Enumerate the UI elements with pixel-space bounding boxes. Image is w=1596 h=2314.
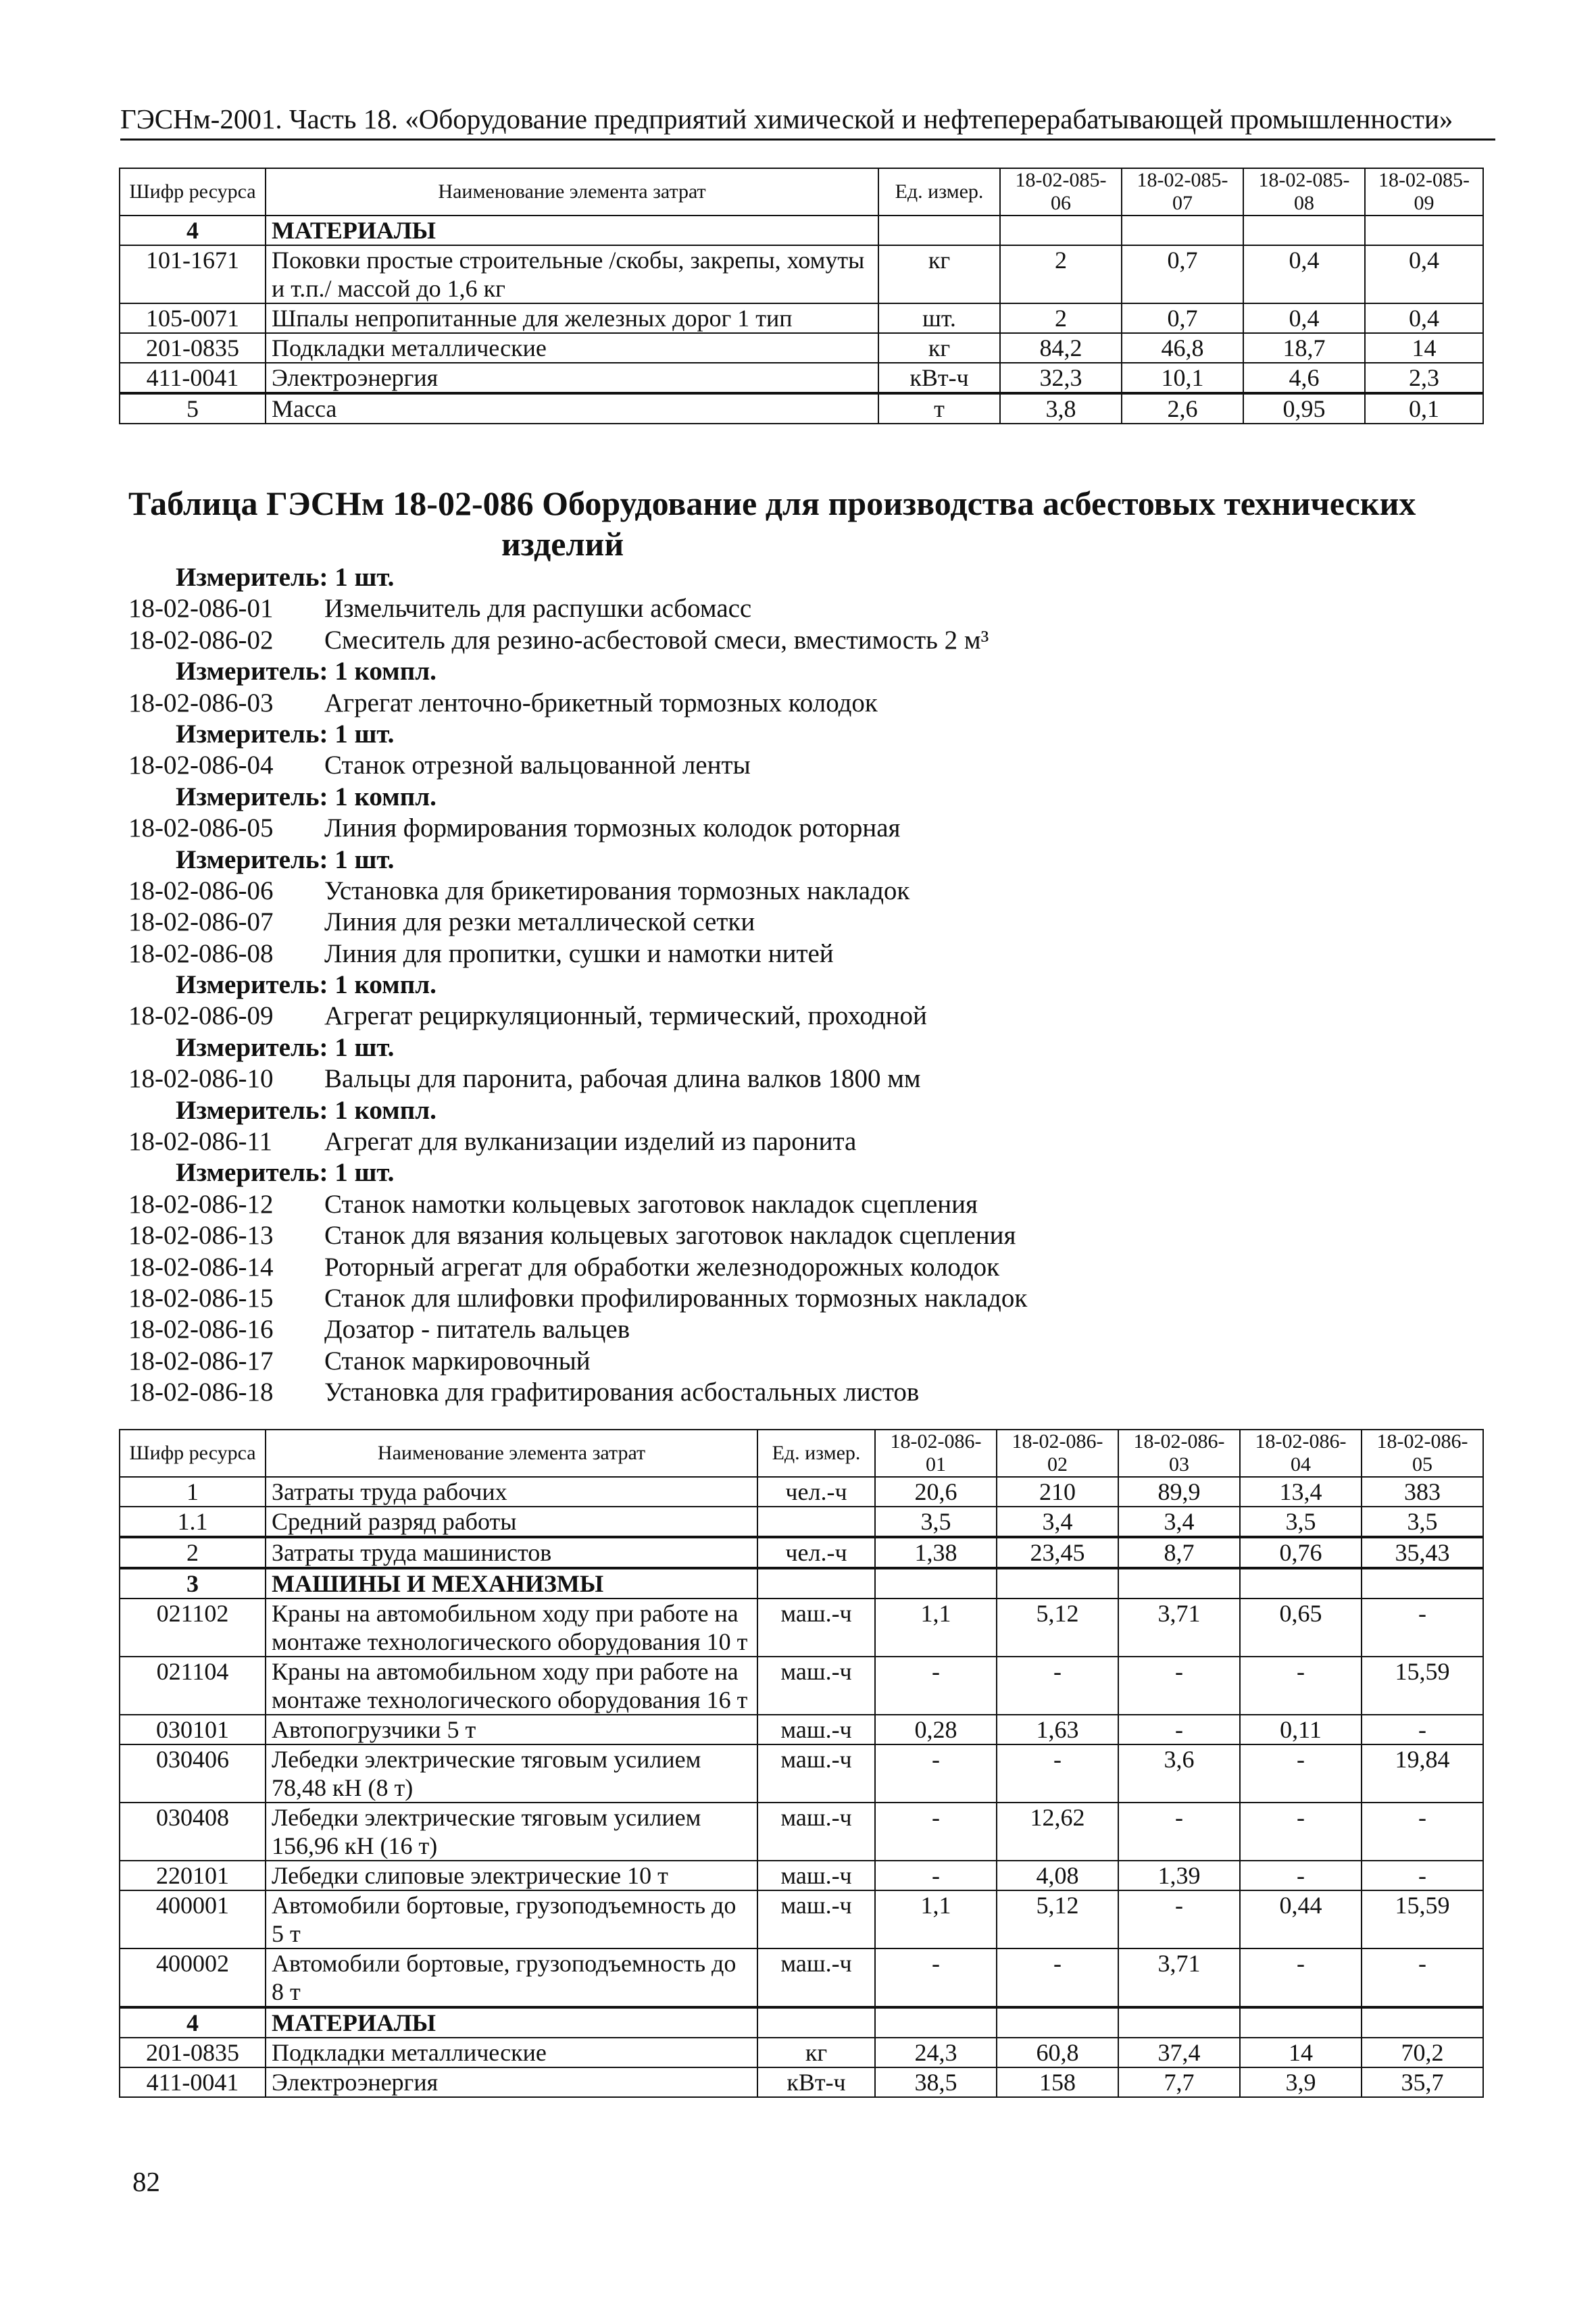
value-cell: 0,28 xyxy=(875,1715,997,1744)
value-cell: 7,7 xyxy=(1118,2067,1240,2097)
value-cell xyxy=(1122,216,1243,245)
value-cell: 4,6 xyxy=(1243,363,1365,393)
value-cell xyxy=(1362,1568,1483,1599)
unit-cell: кВт-ч xyxy=(757,2067,875,2097)
value-cell: 2,3 xyxy=(1365,363,1483,393)
unit-cell: маш.-ч xyxy=(757,1803,875,1861)
resource-code-cell: 3 xyxy=(120,1568,266,1599)
column-header: 18-02-086-04 xyxy=(1240,1430,1362,1477)
value-cell xyxy=(1240,2007,1362,2038)
value-cell: 3,9 xyxy=(1240,2067,1362,2097)
spec-code: 18-02-086-15 xyxy=(128,1283,274,1313)
value-cell: 3,5 xyxy=(875,1507,997,1537)
cost-element-name-cell: Подкладки металлические xyxy=(266,333,878,363)
spec-description: Станок маркировочный xyxy=(324,1346,591,1376)
table-row xyxy=(120,1599,1483,1657)
value-cell xyxy=(875,2007,997,2038)
value-cell: 8,7 xyxy=(1118,1537,1240,1568)
spec-description: Агрегат рециркуляционный, термический, проходной xyxy=(324,1001,927,1031)
table-row xyxy=(120,2038,1483,2067)
measure-unit-line: Измеритель: 1 компл. xyxy=(176,1095,437,1125)
table-row xyxy=(120,1861,1483,1890)
resource-code-cell: 1.1 xyxy=(120,1507,266,1537)
cost-element-name-cell: Лебедки электрические тяговым усилием 156,96 кН (16 т) xyxy=(266,1803,757,1861)
value-cell: 2 xyxy=(1000,303,1122,333)
cost-element-name-cell: Масса xyxy=(266,393,878,424)
value-cell: 2,6 xyxy=(1122,393,1243,424)
spec-description: Установка для брикетирования тормозных накладок xyxy=(324,876,910,905)
column-header: 18-02-086-03 xyxy=(1118,1430,1240,1477)
spec-item xyxy=(128,1220,1480,1251)
cost-element-name-cell: Автопогрузчики 5 т xyxy=(266,1715,757,1744)
value-cell xyxy=(1118,2007,1240,2038)
running-header: ГЭСНм-2001. Часть 18. «Оборудование предприятий химической и нефтеперерабатывающей промышленности» xyxy=(120,101,1495,141)
value-cell: 23,45 xyxy=(997,1537,1118,1568)
value-cell xyxy=(1240,1568,1362,1599)
value-cell: 18,7 xyxy=(1243,333,1365,363)
table-row xyxy=(120,216,1483,245)
value-cell xyxy=(997,2007,1118,2038)
value-cell xyxy=(1118,1568,1240,1599)
value-cell: 3,4 xyxy=(997,1507,1118,1537)
resource-code-cell: 400001 xyxy=(120,1890,266,1948)
measure-unit-line: Измеритель: 1 шт. xyxy=(176,1032,395,1062)
column-header: Шифр ресурса xyxy=(120,1430,266,1477)
value-cell xyxy=(1243,216,1365,245)
spec-code: 18-02-086-02 xyxy=(128,625,274,655)
value-cell xyxy=(875,1568,997,1599)
spec-item xyxy=(128,813,1480,844)
spec-item xyxy=(128,1377,1480,1408)
value-cell: 84,2 xyxy=(1000,333,1122,363)
spec-code: 18-02-086-07 xyxy=(128,907,274,937)
table-row xyxy=(120,303,1483,333)
unit-cell: чел.-ч xyxy=(757,1537,875,1568)
value-cell: 3,5 xyxy=(1362,1507,1483,1537)
value-cell: 3,5 xyxy=(1240,1507,1362,1537)
spec-description: Агрегат для вулканизации изделий из паронита xyxy=(324,1127,857,1157)
resource-table-086 xyxy=(119,1429,1484,2098)
value-cell: 13,4 xyxy=(1240,1477,1362,1507)
cost-element-name-cell: МАТЕРИАЛЫ xyxy=(266,2007,757,2038)
measure-unit-line: Измеритель: 1 шт. xyxy=(176,845,395,874)
spec-code: 18-02-086-06 xyxy=(128,876,274,905)
table-row xyxy=(120,1507,1483,1537)
measure-unit-line: Измеритель: 1 шт. xyxy=(176,1158,395,1188)
value-cell: - xyxy=(1118,1715,1240,1744)
value-cell xyxy=(1000,216,1122,245)
cost-element-name-cell: Подкладки металлические xyxy=(266,2038,757,2067)
specifications-list xyxy=(128,562,1480,1409)
value-cell: 0,4 xyxy=(1243,303,1365,333)
value-cell: 46,8 xyxy=(1122,333,1243,363)
table-row xyxy=(120,1568,1483,1599)
cost-element-name-cell: Шпалы непропитанные для железных дорог 1 тип xyxy=(266,303,878,333)
value-cell: - xyxy=(875,1948,997,2007)
spec-item xyxy=(128,1126,1480,1157)
value-cell: 3,71 xyxy=(1118,1599,1240,1657)
value-cell: - xyxy=(875,1803,997,1861)
value-cell: 158 xyxy=(997,2067,1118,2097)
value-cell: 0,4 xyxy=(1365,303,1483,333)
value-cell: 0,95 xyxy=(1243,393,1365,424)
value-cell: 3,8 xyxy=(1000,393,1122,424)
value-cell: 35,43 xyxy=(1362,1537,1483,1568)
unit-cell: маш.-ч xyxy=(757,1948,875,2007)
measure-unit-line: Измеритель: 1 компл. xyxy=(176,970,437,1000)
column-header: Наименование элемента затрат xyxy=(266,1430,757,1477)
spec-item xyxy=(128,1314,1480,1345)
spec-item xyxy=(128,1283,1480,1314)
value-cell xyxy=(1362,2007,1483,2038)
table-header-row xyxy=(120,1430,1483,1477)
value-cell: 38,5 xyxy=(875,2067,997,2097)
value-cell xyxy=(1365,216,1483,245)
spec-description: Линия для пропитки, сушки и намотки нитей xyxy=(324,938,834,968)
resource-code-cell: 411-0041 xyxy=(120,363,266,393)
value-cell: - xyxy=(1240,1861,1362,1890)
value-cell: 14 xyxy=(1365,333,1483,363)
value-cell: 14 xyxy=(1240,2038,1362,2067)
value-cell: - xyxy=(1240,1803,1362,1861)
table-title xyxy=(128,483,1480,564)
column-header: Ед. измер. xyxy=(757,1430,875,1477)
spec-code: 18-02-086-13 xyxy=(128,1221,274,1251)
value-cell: - xyxy=(1118,1657,1240,1715)
column-header: 18-02-086-02 xyxy=(997,1430,1118,1477)
spec-description: Станок для шлифовки профилированных тормозных накладок xyxy=(324,1283,1028,1313)
spec-code: 18-02-086-01 xyxy=(128,594,274,624)
unit-cell: маш.-ч xyxy=(757,1744,875,1803)
spec-item xyxy=(128,1346,1480,1377)
spec-description: Роторный агрегат для обработки железнодорожных колодок xyxy=(324,1252,1000,1282)
spec-code: 18-02-086-03 xyxy=(128,688,274,718)
spec-description: Установка для графитирования асбостальных листов xyxy=(324,1378,920,1407)
spec-code: 18-02-086-10 xyxy=(128,1064,274,1094)
spec-item xyxy=(128,876,1480,907)
table-row xyxy=(120,393,1483,424)
value-cell: - xyxy=(1240,1948,1362,2007)
table-row xyxy=(120,1803,1483,1861)
column-header: 18-02-085-09 xyxy=(1365,168,1483,216)
cost-element-name-cell: Лебедки слиповые электрические 10 т xyxy=(266,1861,757,1890)
spec-item xyxy=(128,1252,1480,1283)
column-header: Шифр ресурса xyxy=(120,168,266,216)
value-cell: 1,1 xyxy=(875,1599,997,1657)
resource-code-cell: 201-0835 xyxy=(120,2038,266,2067)
table-row xyxy=(120,1477,1483,1507)
unit-cell: кг xyxy=(878,245,1000,303)
column-header: 18-02-086-01 xyxy=(875,1430,997,1477)
value-cell: - xyxy=(875,1744,997,1803)
spec-code: 18-02-086-09 xyxy=(128,1001,274,1031)
spec-description: Станок для вязания кольцевых заготовок накладок сцепления xyxy=(324,1221,1016,1251)
resource-code-cell: 030101 xyxy=(120,1715,266,1744)
value-cell: 70,2 xyxy=(1362,2038,1483,2067)
value-cell: 0,76 xyxy=(1240,1537,1362,1568)
value-cell: - xyxy=(875,1861,997,1890)
value-cell: - xyxy=(1362,1599,1483,1657)
unit-cell xyxy=(757,1568,875,1599)
value-cell: 12,62 xyxy=(997,1803,1118,1861)
column-header: 18-02-085-07 xyxy=(1122,168,1243,216)
value-cell: 1,39 xyxy=(1118,1861,1240,1890)
spec-item xyxy=(128,1063,1480,1095)
page-number: 82 xyxy=(132,2166,160,2197)
value-cell: 1,38 xyxy=(875,1537,997,1568)
unit-cell: маш.-ч xyxy=(757,1599,875,1657)
resource-code-cell: 030408 xyxy=(120,1803,266,1861)
resource-code-cell: 2 xyxy=(120,1537,266,1568)
spec-description: Смеситель для резино-асбестовой смеси, вместимость 2 м³ xyxy=(324,625,989,655)
resource-table-085 xyxy=(119,168,1484,424)
unit-cell: маш.-ч xyxy=(757,1657,875,1715)
spec-code: 18-02-086-11 xyxy=(128,1127,273,1157)
value-cell: - xyxy=(997,1948,1118,2007)
cost-element-name-cell: Электроэнергия xyxy=(266,2067,757,2097)
value-cell: 15,59 xyxy=(1362,1657,1483,1715)
spec-description: Агрегат ленточно-брикетный тормозных колодок xyxy=(324,688,878,718)
spec-item xyxy=(128,688,1480,719)
value-cell: 0,11 xyxy=(1240,1715,1362,1744)
value-cell: 37,4 xyxy=(1118,2038,1240,2067)
resource-code-cell: 4 xyxy=(120,2007,266,2038)
value-cell: - xyxy=(1240,1657,1362,1715)
spec-code: 18-02-086-05 xyxy=(128,813,274,843)
spec-description: Вальцы для паронита, рабочая длина валков 1800 мм xyxy=(324,1064,921,1094)
value-cell: 383 xyxy=(1362,1477,1483,1507)
spec-description: Измельчитель для распушки асбомасс xyxy=(324,594,752,624)
value-cell: - xyxy=(1362,1803,1483,1861)
resource-code-cell: 101-1671 xyxy=(120,245,266,303)
value-cell: - xyxy=(1362,1948,1483,2007)
cost-element-name-cell: МАШИНЫ И МЕХАНИЗМЫ xyxy=(266,1568,757,1599)
resource-code-cell: 1 xyxy=(120,1477,266,1507)
value-cell: 35,7 xyxy=(1362,2067,1483,2097)
value-cell: - xyxy=(875,1657,997,1715)
measure-unit-line: Измеритель: 1 шт. xyxy=(176,563,395,592)
value-cell: 0,4 xyxy=(1243,245,1365,303)
column-header: Наименование элемента затрат xyxy=(266,168,878,216)
value-cell: 0,7 xyxy=(1122,245,1243,303)
spec-item xyxy=(128,593,1480,624)
value-cell xyxy=(997,1568,1118,1599)
value-cell: 2 xyxy=(1000,245,1122,303)
resource-code-cell: 411-0041 xyxy=(120,2067,266,2097)
unit-cell: шт. xyxy=(878,303,1000,333)
table-row xyxy=(120,1657,1483,1715)
value-cell: 4,08 xyxy=(997,1861,1118,1890)
resource-code-cell: 021104 xyxy=(120,1657,266,1715)
resource-code-cell: 201-0835 xyxy=(120,333,266,363)
unit-cell: кг xyxy=(878,333,1000,363)
cost-element-name-cell: Лебедки электрические тяговым усилием 78,48 кН (8 т) xyxy=(266,1744,757,1803)
spec-item xyxy=(128,625,1480,656)
value-cell: - xyxy=(997,1744,1118,1803)
resource-code-cell: 400002 xyxy=(120,1948,266,2007)
spec-item xyxy=(128,1189,1480,1220)
table-header-row xyxy=(120,168,1483,216)
cost-element-name-cell: Поковки простые строительные /скобы, закрепы, хомуты и т.п./ массой до 1,6 кг xyxy=(266,245,878,303)
unit-cell xyxy=(878,216,1000,245)
unit-cell: кВт-ч xyxy=(878,363,1000,393)
value-cell: 5,12 xyxy=(997,1599,1118,1657)
table-row xyxy=(120,333,1483,363)
value-cell: - xyxy=(1118,1803,1240,1861)
spec-description: Линия для резки металлической сетки xyxy=(324,907,755,937)
measure-unit-line: Измеритель: 1 компл. xyxy=(176,782,437,811)
spec-item xyxy=(128,907,1480,938)
value-cell: 19,84 xyxy=(1362,1744,1483,1803)
table-row xyxy=(120,1948,1483,2007)
cost-element-name-cell: Электроэнергия xyxy=(266,363,878,393)
resource-code-cell: 220101 xyxy=(120,1861,266,1890)
cost-element-name-cell: Затраты труда рабочих xyxy=(266,1477,757,1507)
spec-item xyxy=(128,1001,1480,1032)
value-cell: 10,1 xyxy=(1122,363,1243,393)
value-cell: 15,59 xyxy=(1362,1890,1483,1948)
resource-code-cell: 105-0071 xyxy=(120,303,266,333)
value-cell: 1,63 xyxy=(997,1715,1118,1744)
resource-code-cell: 5 xyxy=(120,393,266,424)
spec-description: Дозатор - питатель вальцев xyxy=(324,1315,630,1344)
table-row xyxy=(120,1715,1483,1744)
cost-element-name-cell: Средний разряд работы xyxy=(266,1507,757,1537)
value-cell: 0,44 xyxy=(1240,1890,1362,1948)
spec-description: Станок намотки кольцевых заготовок накладок сцепления xyxy=(324,1189,978,1219)
measure-unit-line: Измеритель: 1 шт. xyxy=(176,719,395,749)
value-cell: 5,12 xyxy=(997,1890,1118,1948)
unit-cell: маш.-ч xyxy=(757,1861,875,1890)
cost-element-name-cell: Автомобили бортовые, грузоподъемность до 5 т xyxy=(266,1890,757,1948)
value-cell: 3,6 xyxy=(1118,1744,1240,1803)
unit-cell: маш.-ч xyxy=(757,1890,875,1948)
table-title-line-2: изделий xyxy=(501,525,624,563)
spec-item xyxy=(128,938,1480,970)
spec-code: 18-02-086-18 xyxy=(128,1378,274,1407)
value-cell: 0,7 xyxy=(1122,303,1243,333)
unit-cell: маш.-ч xyxy=(757,1715,875,1744)
spec-item xyxy=(128,750,1480,781)
spec-code: 18-02-086-04 xyxy=(128,751,274,780)
value-cell: 24,3 xyxy=(875,2038,997,2067)
unit-cell xyxy=(757,1507,875,1537)
column-header: 18-02-086-05 xyxy=(1362,1430,1483,1477)
value-cell: 0,4 xyxy=(1365,245,1483,303)
value-cell: 20,6 xyxy=(875,1477,997,1507)
value-cell: - xyxy=(1362,1861,1483,1890)
spec-code: 18-02-086-08 xyxy=(128,938,274,968)
value-cell: - xyxy=(1118,1890,1240,1948)
spec-description: Станок отрезной вальцованной ленты xyxy=(324,751,751,780)
spec-code: 18-02-086-17 xyxy=(128,1346,274,1376)
value-cell: 210 xyxy=(997,1477,1118,1507)
value-cell: - xyxy=(1240,1744,1362,1803)
cost-element-name-cell: МАТЕРИАЛЫ xyxy=(266,216,878,245)
table-row xyxy=(120,1890,1483,1948)
table-title-line-1: Таблица ГЭСНм 18-02-086 Оборудование для производства асбестовых технических xyxy=(128,484,1416,522)
column-header: 18-02-085-08 xyxy=(1243,168,1365,216)
unit-cell xyxy=(757,2007,875,2038)
cost-element-name-cell: Краны на автомобильном ходу при работе на монтаже технологического оборудования 10 т xyxy=(266,1599,757,1657)
resource-code-cell: 030406 xyxy=(120,1744,266,1803)
value-cell: - xyxy=(997,1657,1118,1715)
table-row xyxy=(120,245,1483,303)
cost-element-name-cell: Автомобили бортовые, грузоподъемность до 8 т xyxy=(266,1948,757,2007)
unit-cell: чел.-ч xyxy=(757,1477,875,1507)
spec-description: Линия формирования тормозных колодок роторная xyxy=(324,813,901,843)
value-cell: 1,1 xyxy=(875,1890,997,1948)
value-cell: 60,8 xyxy=(997,2038,1118,2067)
column-header: 18-02-085-06 xyxy=(1000,168,1122,216)
value-cell: 0,65 xyxy=(1240,1599,1362,1657)
unit-cell: т xyxy=(878,393,1000,424)
table-row xyxy=(120,2067,1483,2097)
spec-code: 18-02-086-16 xyxy=(128,1315,274,1344)
value-cell: 3,71 xyxy=(1118,1948,1240,2007)
table-row xyxy=(120,363,1483,393)
column-header: Ед. измер. xyxy=(878,168,1000,216)
resource-code-cell: 021102 xyxy=(120,1599,266,1657)
table-row xyxy=(120,1744,1483,1803)
table-row xyxy=(120,2007,1483,2038)
value-cell: 32,3 xyxy=(1000,363,1122,393)
resource-code-cell: 4 xyxy=(120,216,266,245)
spec-code: 18-02-086-14 xyxy=(128,1252,274,1282)
cost-element-name-cell: Краны на автомобильном ходу при работе на монтаже технологического оборудования 16 т xyxy=(266,1657,757,1715)
unit-cell: кг xyxy=(757,2038,875,2067)
value-cell: 0,1 xyxy=(1365,393,1483,424)
spec-code: 18-02-086-12 xyxy=(128,1189,274,1219)
value-cell: - xyxy=(1362,1715,1483,1744)
measure-unit-line: Измеритель: 1 компл. xyxy=(176,657,437,686)
value-cell: 89,9 xyxy=(1118,1477,1240,1507)
table-row xyxy=(120,1537,1483,1568)
value-cell: 3,4 xyxy=(1118,1507,1240,1537)
cost-element-name-cell: Затраты труда машинистов xyxy=(266,1537,757,1568)
